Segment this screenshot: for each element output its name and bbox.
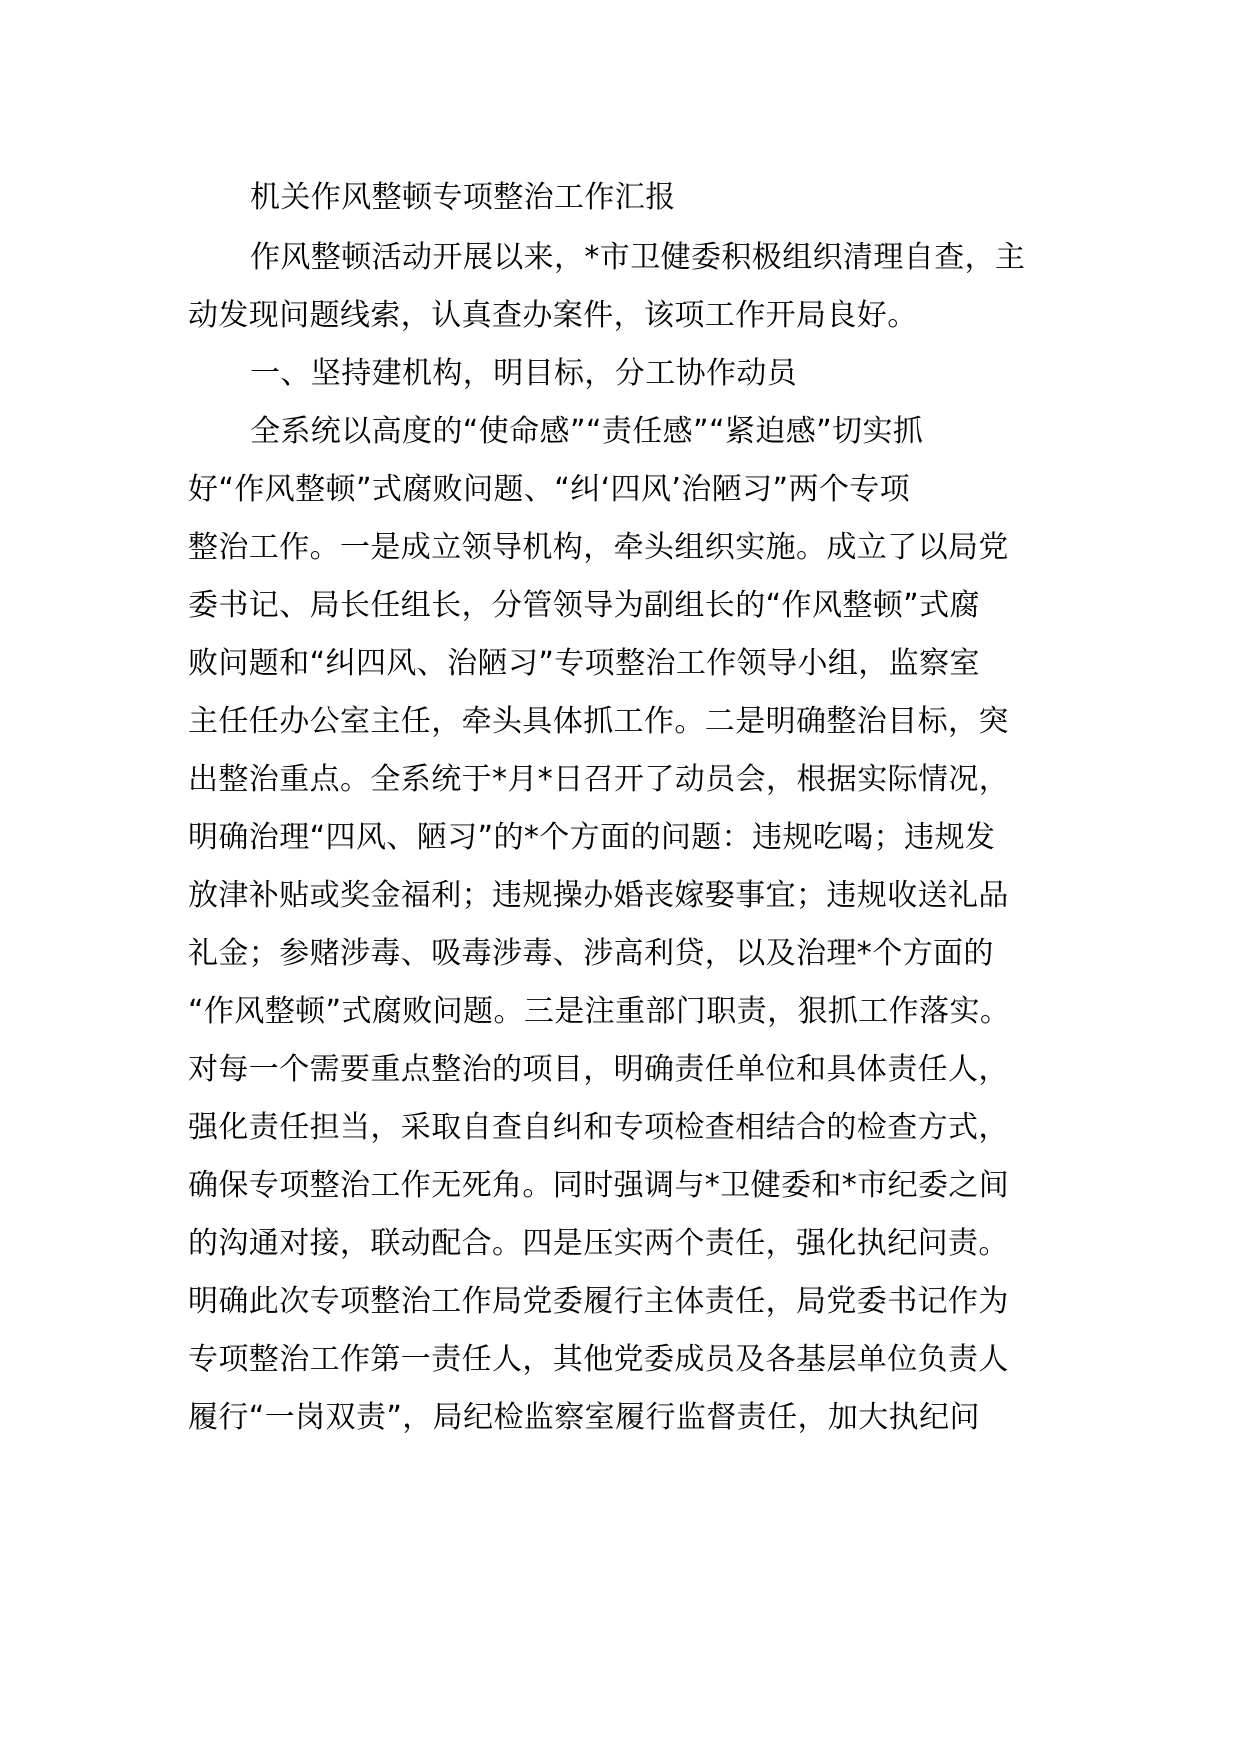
section-heading: 一、坚持建机构，明目标，分工协作动员 xyxy=(250,356,798,391)
paragraph-line: “作风整顿”式腐败问题。三是注重部门职责，狠抓工作落实。 xyxy=(188,994,1011,1029)
paragraph-line: 败问题和“纠四风、治陋习”专项整治工作领导小组，监察室 xyxy=(188,646,980,681)
paragraph-line: 放津补贴或奖金福利；违规操办婚丧嫁娶事宜；违规收送礼品 xyxy=(188,878,1009,913)
paragraph-line: 主任任办公室主任，牵头具体抓工作。二是明确整治目标，突 xyxy=(188,704,1009,739)
paragraph-line: 作风整顿活动开展以来，*市卫健委积极组织清理自查，主 xyxy=(250,240,1026,275)
paragraph-line: 对每一个需要重点整治的项目，明确责任单位和具体责任人， xyxy=(188,1052,1009,1087)
paragraph-line: 动发现问题线索，认真查办案件，该项工作开局良好。 xyxy=(188,298,918,333)
paragraph-line: 出整治重点。全系统于*月*日召开了动员会，根据实际情况， xyxy=(188,762,1010,797)
paragraph-line: 整治工作。一是成立领导机构，牵头组织实施。成立了以局党 xyxy=(188,530,1009,565)
paragraph-line: 强化责任担当，采取自查自纠和专项检查相结合的检查方式， xyxy=(188,1110,1009,1145)
paragraph-line: 礼金；参赌涉毒、吸毒涉毒、涉高利贷，以及治理*个方面的 xyxy=(188,936,994,971)
paragraph-line: 委书记、局长任组长，分管领导为副组长的“作风整顿”式腐 xyxy=(188,588,980,623)
paragraph-line: 明确此次专项整治工作局党委履行主体责任，局党委书记作为 xyxy=(188,1284,1009,1319)
paragraph-line: 好“作风整顿”式腐败问题、“纠‘四风’治陋习”两个专项 xyxy=(188,472,911,507)
paragraph-line: 履行“一岗双责”，局纪检监察室履行监督责任，加大执纪问 xyxy=(188,1400,980,1435)
paragraph-line: 专项整治工作第一责任人，其他党委成员及各基层单位负责人 xyxy=(188,1342,1009,1377)
paragraph-line: 全系统以高度的“使命感”“责任感”“紧迫感”切实抓 xyxy=(250,414,924,449)
paragraph-line: 确保专项整治工作无死角。同时强调与*卫健委和*市纪委之间 xyxy=(188,1168,1010,1203)
paragraph-line: 明确治理“四风、陋习”的*个方面的问题：违规吃喝；违规发 xyxy=(188,820,996,855)
paragraph-line: 的沟通对接，联动配合。四是压实两个责任，强化执纪问责。 xyxy=(188,1226,1009,1261)
document-title: 机关作风整顿专项整治工作汇报 xyxy=(250,180,676,215)
